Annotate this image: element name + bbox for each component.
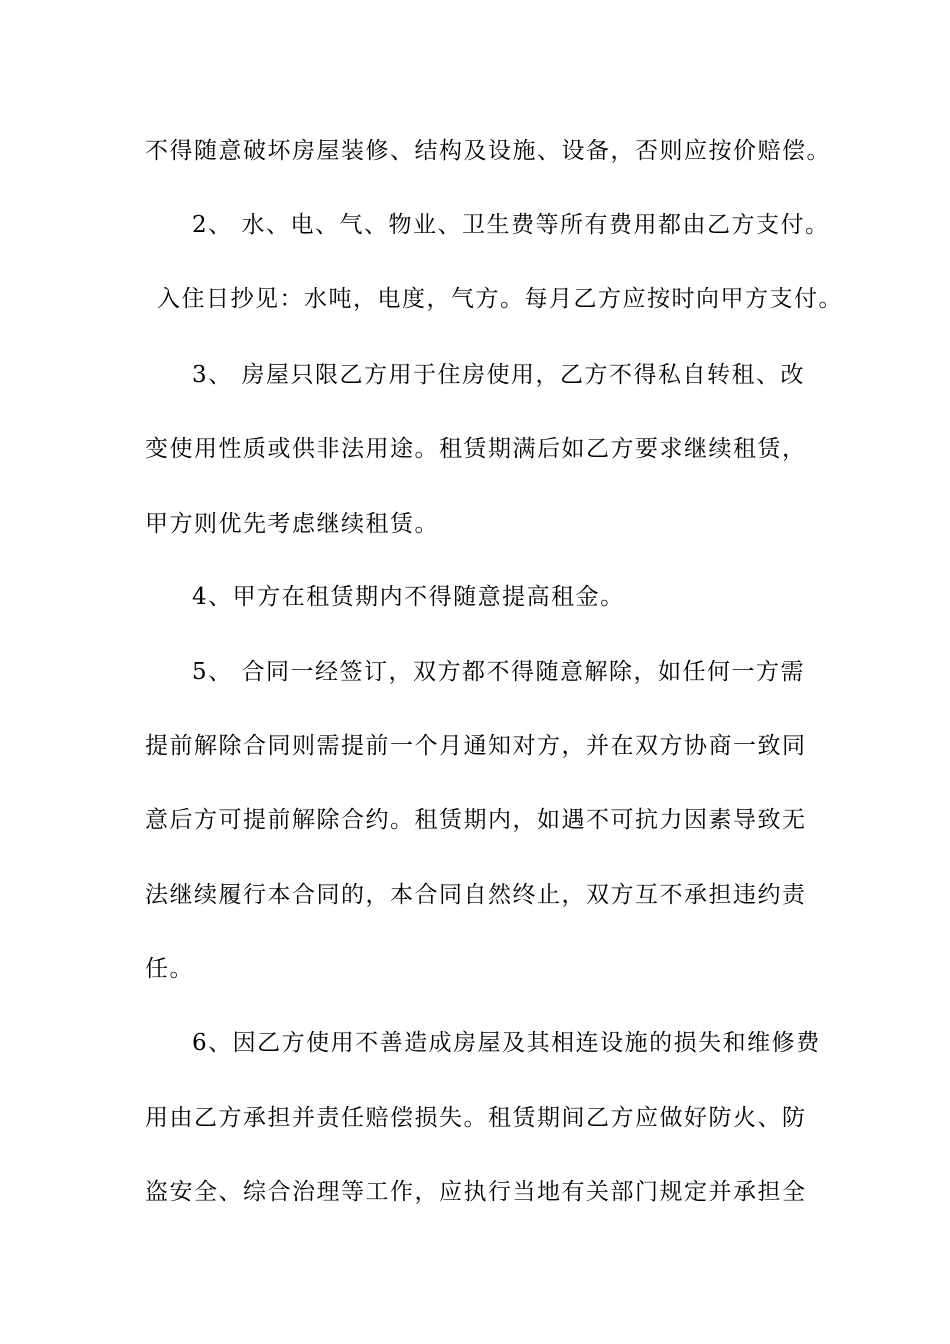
text-line: 提前解除合同则需提前一个月通知对方，并在双方协商一致同 bbox=[145, 733, 807, 759]
text-line: 盗安全、综合治理等工作，应执行当地有关部门规定并承担全 bbox=[145, 1179, 807, 1205]
text-line: 不得随意破坏房屋装修、结构及设施、设备，否则应按价赔偿。 bbox=[145, 138, 831, 164]
text-line: 2、 水、电、气、物业、卫生费等所有费用都由乙方支付。 bbox=[192, 212, 830, 238]
text-line: 入住日抄见：水吨，电度，气方。每月乙方应按时向甲方支付。 bbox=[157, 286, 843, 312]
text-line: 甲方则优先考虑继续租赁。 bbox=[145, 511, 439, 537]
text-line: 4、甲方在租赁期内不得随意提高租金。 bbox=[192, 584, 625, 610]
text-line: 变使用性质或供非法用途。租赁期满后如乙方要求继续租赁， bbox=[145, 436, 807, 462]
text-line: 任。 bbox=[145, 956, 194, 982]
text-line: 6、因乙方使用不善造成房屋及其相连设施的损失和维修费 bbox=[192, 1030, 821, 1056]
text-line: 3、 房屋只限乙方用于住房使用，乙方不得私自转租、改 bbox=[192, 362, 805, 388]
text-line: 意后方可提前解除合约。租赁期内，如遇不可抗力因素导致无 bbox=[145, 807, 807, 833]
text-line: 5、 合同一经签订，双方都不得随意解除，如任何一方需 bbox=[192, 659, 805, 685]
text-line: 法继续履行本合同的，本合同自然终止，双方互不承担违约责 bbox=[145, 882, 807, 908]
text-line: 用由乙方承担并责任赔偿损失。租赁期间乙方应做好防火、防 bbox=[145, 1105, 807, 1131]
